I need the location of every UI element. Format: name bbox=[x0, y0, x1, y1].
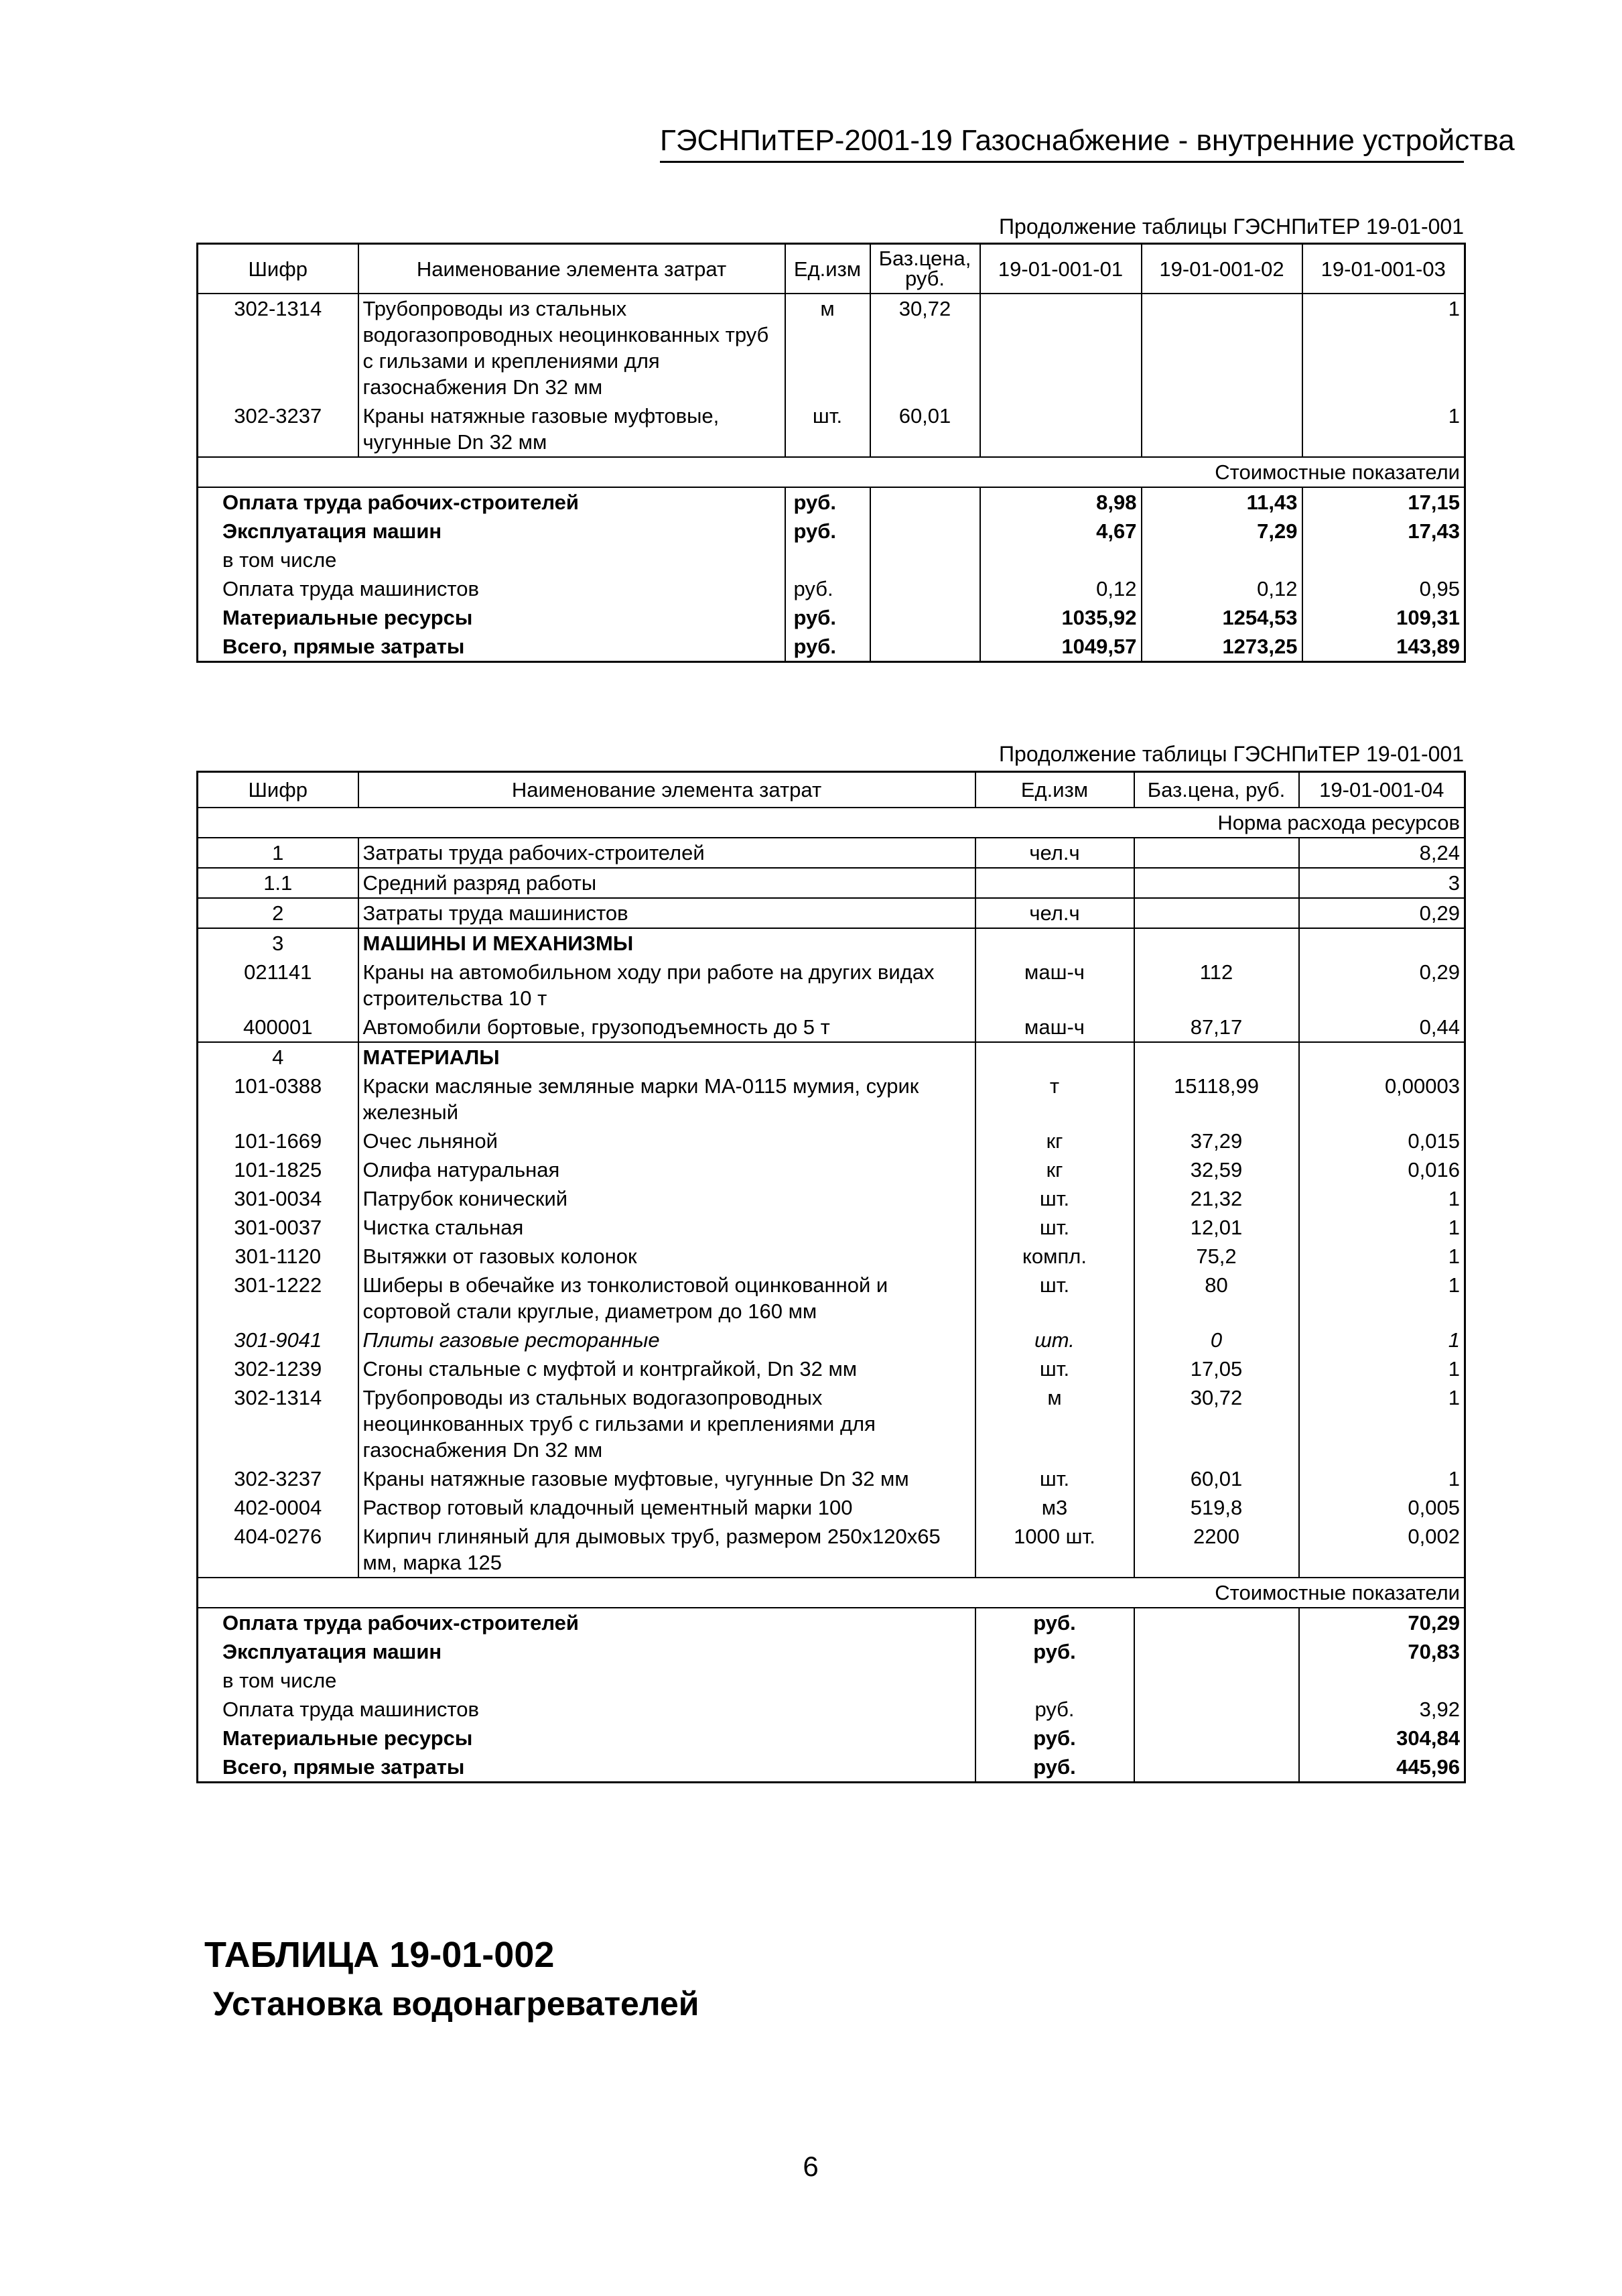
cost-price-empty bbox=[870, 546, 980, 574]
section-cost-indicators: Стоимостные показатели bbox=[198, 457, 1465, 487]
resource-price: 12,01 bbox=[1134, 1213, 1299, 1242]
resource-code: 4 bbox=[198, 1042, 358, 1072]
cost-19-01-001-02: 0,12 bbox=[1142, 574, 1302, 603]
resource-name: Очес льняной bbox=[358, 1127, 975, 1155]
cost-row bbox=[198, 1637, 1465, 1666]
col-header-price: Баз.цена, руб. bbox=[870, 244, 980, 294]
resource-unit: маш-ч bbox=[975, 1013, 1134, 1042]
norms-table-2 bbox=[196, 771, 1466, 1783]
resource-price: 15118,99 bbox=[1134, 1072, 1299, 1127]
resource-name: Краски масляные земляные марки МА-0115 мумия, сурик железный bbox=[358, 1072, 975, 1127]
resource-unit: м3 bbox=[975, 1493, 1134, 1522]
resource-code: 021141 bbox=[198, 958, 358, 1013]
cost-19-01-001-04: 445,96 bbox=[1299, 1752, 1465, 1783]
resource-name: Олифа натуральная bbox=[358, 1155, 975, 1184]
section-row bbox=[198, 808, 1465, 838]
resource-price: 80 bbox=[1134, 1271, 1299, 1326]
value-19-01-001-04: 8,24 bbox=[1299, 838, 1465, 868]
cost-unit: руб. bbox=[785, 517, 870, 546]
value-19-01-001-04: 1 bbox=[1299, 1354, 1465, 1383]
table-row bbox=[198, 838, 1465, 868]
value-19-01-001-01 bbox=[980, 294, 1142, 401]
cost-price-empty bbox=[1134, 1666, 1299, 1695]
resource-name: Сгоны стальные с муфтой и контргайкой, Dn 32 мм bbox=[358, 1354, 975, 1383]
resource-unit: м bbox=[785, 294, 870, 401]
resource-name: Шиберы в обечайке из тонколистовой оцинкованной и сортовой стали круглые, диаметром до 160 мм bbox=[358, 1271, 975, 1326]
cost-19-01-001-02: 7,29 bbox=[1142, 517, 1302, 546]
resource-price: 2200 bbox=[1134, 1522, 1299, 1578]
cost-row bbox=[198, 1695, 1465, 1724]
resource-unit bbox=[975, 928, 1134, 958]
resource-price: 30,72 bbox=[870, 294, 980, 401]
value-19-01-001-01 bbox=[980, 401, 1142, 457]
cost-price-empty bbox=[870, 574, 980, 603]
cost-price-empty bbox=[1134, 1752, 1299, 1783]
cost-19-01-001-02: 1273,25 bbox=[1142, 632, 1302, 662]
cost-19-01-001-03 bbox=[1302, 546, 1465, 574]
cost-19-01-001-01: 4,67 bbox=[980, 517, 1142, 546]
table-row bbox=[198, 1383, 1465, 1464]
section-row bbox=[198, 457, 1465, 487]
cost-row bbox=[198, 1724, 1465, 1752]
col-header-code: Шифр bbox=[198, 244, 358, 294]
cost-19-01-001-02: 1254,53 bbox=[1142, 603, 1302, 632]
table1-header-row bbox=[198, 244, 1465, 294]
cost-label: в том числе bbox=[198, 546, 785, 574]
resource-price: 0 bbox=[1134, 1326, 1299, 1354]
running-header: ГЭСНПиТЕР-2001-19 Газоснабжение - внутренние устройства bbox=[660, 124, 1515, 157]
table-row bbox=[198, 294, 1465, 401]
resource-name: Плиты газовые ресторанные bbox=[358, 1326, 975, 1354]
resource-code: 1 bbox=[198, 838, 358, 868]
cost-row bbox=[198, 546, 1465, 574]
cost-19-01-001-03: 17,15 bbox=[1302, 487, 1465, 517]
value-19-01-001-04: 1 bbox=[1299, 1271, 1465, 1326]
resource-price: 17,05 bbox=[1134, 1354, 1299, 1383]
cost-row bbox=[198, 487, 1465, 517]
cost-unit: руб. bbox=[785, 603, 870, 632]
section-cost-indicators: Стоимостные показатели bbox=[198, 1578, 1465, 1608]
resource-code: 404-0276 bbox=[198, 1522, 358, 1578]
resource-unit: шт. bbox=[975, 1184, 1134, 1213]
resource-name: Трубопроводы из стальных водогазопроводных неоцинкованных труб с гильзами и креплениями для газоснабжения Dn 32 мм bbox=[358, 1383, 975, 1464]
table-row bbox=[198, 1127, 1465, 1155]
value-19-01-001-04 bbox=[1299, 928, 1465, 958]
table-row bbox=[198, 1155, 1465, 1184]
resource-name: Краны натяжные газовые муфтовые, чугунные Dn 32 мм bbox=[358, 1464, 975, 1493]
resource-unit: компл. bbox=[975, 1242, 1134, 1271]
resource-name: Патрубок конический bbox=[358, 1184, 975, 1213]
cost-19-01-001-01: 0,12 bbox=[980, 574, 1142, 603]
cost-19-01-001-02: 11,43 bbox=[1142, 487, 1302, 517]
col-header-unit: Ед.изм bbox=[785, 244, 870, 294]
resource-price: 75,2 bbox=[1134, 1242, 1299, 1271]
cost-unit bbox=[785, 546, 870, 574]
cost-price-empty bbox=[1134, 1637, 1299, 1666]
cost-unit: руб. bbox=[975, 1724, 1134, 1752]
table-row bbox=[198, 898, 1465, 928]
cost-row bbox=[198, 1666, 1465, 1695]
cost-unit: руб. bbox=[975, 1637, 1134, 1666]
cost-unit: руб. bbox=[785, 574, 870, 603]
resource-code: 101-0388 bbox=[198, 1072, 358, 1127]
resource-unit: чел.ч bbox=[975, 898, 1134, 928]
cost-label: в том числе bbox=[198, 1666, 975, 1695]
table-row bbox=[198, 1184, 1465, 1213]
resource-unit: шт. bbox=[975, 1464, 1134, 1493]
resource-code: 301-1120 bbox=[198, 1242, 358, 1271]
resource-price bbox=[1134, 928, 1299, 958]
resource-code: 302-3237 bbox=[198, 401, 358, 457]
resource-name: Вытяжки от газовых колонок bbox=[358, 1242, 975, 1271]
value-19-01-001-04: 1 bbox=[1299, 1242, 1465, 1271]
next-table-subtitle: Установка водонагревателей bbox=[213, 1985, 699, 2023]
resource-name: Краны на автомобильном ходу при работе на других видах строительства 10 т bbox=[358, 958, 975, 1013]
cost-label: Эксплуатация машин bbox=[198, 1637, 975, 1666]
resource-name: Затраты труда машинистов bbox=[358, 898, 975, 928]
resource-unit: маш-ч bbox=[975, 958, 1134, 1013]
page-number: 6 bbox=[803, 2151, 819, 2182]
cost-label: Материальные ресурсы bbox=[198, 603, 785, 632]
resource-name: Чистка стальная bbox=[358, 1213, 975, 1242]
resource-unit: шт. bbox=[975, 1354, 1134, 1383]
cost-unit: руб. bbox=[975, 1695, 1134, 1724]
resource-unit: т bbox=[975, 1072, 1134, 1127]
col-header-19-01-001-01: 19-01-001-01 bbox=[980, 244, 1142, 294]
cost-19-01-001-04: 70,29 bbox=[1299, 1608, 1465, 1637]
resource-price: 112 bbox=[1134, 958, 1299, 1013]
resource-code: 301-9041 bbox=[198, 1326, 358, 1354]
resource-name: Краны натяжные газовые муфтовые, чугунные Dn 32 мм bbox=[358, 401, 785, 457]
resource-price: 519,8 bbox=[1134, 1493, 1299, 1522]
value-19-01-001-04: 0,29 bbox=[1299, 898, 1465, 928]
cost-unit bbox=[975, 1666, 1134, 1695]
table-row bbox=[198, 958, 1465, 1013]
cost-label: Эксплуатация машин bbox=[198, 517, 785, 546]
value-19-01-001-04: 0,015 bbox=[1299, 1127, 1465, 1155]
resource-unit bbox=[975, 868, 1134, 898]
value-19-01-001-04: 1 bbox=[1299, 1184, 1465, 1213]
table-row bbox=[198, 868, 1465, 898]
resource-code: 302-1239 bbox=[198, 1354, 358, 1383]
col-header-code: Шифр bbox=[198, 772, 358, 808]
table-row bbox=[198, 1013, 1465, 1042]
resource-name: Кирпич глиняный для дымовых труб, размером 250х120х65 мм, марка 125 bbox=[358, 1522, 975, 1578]
cost-19-01-001-02 bbox=[1142, 546, 1302, 574]
value-19-01-001-04: 1 bbox=[1299, 1464, 1465, 1493]
value-19-01-001-04: 1 bbox=[1299, 1383, 1465, 1464]
cost-row bbox=[198, 632, 1465, 662]
resource-code: 301-1222 bbox=[198, 1271, 358, 1326]
col-header-unit: Ед.изм bbox=[975, 772, 1134, 808]
resource-price: 60,01 bbox=[870, 401, 980, 457]
value-19-01-001-04: 0,016 bbox=[1299, 1155, 1465, 1184]
resource-price: 87,17 bbox=[1134, 1013, 1299, 1042]
cost-unit: руб. bbox=[975, 1608, 1134, 1637]
cost-19-01-001-03: 143,89 bbox=[1302, 632, 1465, 662]
value-19-01-001-04: 3 bbox=[1299, 868, 1465, 898]
resource-code: 302-1314 bbox=[198, 1383, 358, 1464]
table-row bbox=[198, 1271, 1465, 1326]
table2-continuation: Продолжение таблицы ГЭСНПиТЕР 19-01-001 bbox=[999, 742, 1464, 766]
value-19-01-001-03: 1 bbox=[1302, 294, 1465, 401]
table-row bbox=[198, 1213, 1465, 1242]
cost-label: Оплата труда машинистов bbox=[198, 1695, 975, 1724]
value-19-01-001-04: 1 bbox=[1299, 1213, 1465, 1242]
table-row bbox=[198, 928, 1465, 958]
table-row bbox=[198, 1242, 1465, 1271]
cost-row bbox=[198, 1608, 1465, 1637]
section-norm: Норма расхода ресурсов bbox=[198, 808, 1465, 838]
resource-name: Трубопроводы из стальных водогазопроводных неоцинкованных труб с гильзами и креплениями для газоснабжения Dn 32 мм bbox=[358, 294, 785, 401]
cost-label: Оплата труда рабочих-строителей bbox=[198, 487, 785, 517]
table-row bbox=[198, 1493, 1465, 1522]
resource-code: 302-3237 bbox=[198, 1464, 358, 1493]
value-19-01-001-04: 1 bbox=[1299, 1326, 1465, 1354]
value-19-01-001-03: 1 bbox=[1302, 401, 1465, 457]
cost-19-01-001-03: 0,95 bbox=[1302, 574, 1465, 603]
col-header-19-01-001-03: 19-01-001-03 bbox=[1302, 244, 1465, 294]
cost-19-01-001-01 bbox=[980, 546, 1142, 574]
resource-price bbox=[1134, 838, 1299, 868]
cost-19-01-001-03: 17,43 bbox=[1302, 517, 1465, 546]
cost-19-01-001-04: 304,84 bbox=[1299, 1724, 1465, 1752]
value-19-01-001-04: 0,29 bbox=[1299, 958, 1465, 1013]
cost-label: Материальные ресурсы bbox=[198, 1724, 975, 1752]
resource-code: 400001 bbox=[198, 1013, 358, 1042]
cost-label: Оплата труда рабочих-строителей bbox=[198, 1608, 975, 1637]
next-table-title: ТАБЛИЦА 19-01-002 bbox=[204, 1935, 555, 1975]
resource-price: 32,59 bbox=[1134, 1155, 1299, 1184]
resource-name: МАШИНЫ И МЕХАНИЗМЫ bbox=[358, 928, 975, 958]
resource-price bbox=[1134, 1042, 1299, 1072]
resource-code: 301-0034 bbox=[198, 1184, 358, 1213]
table-row bbox=[198, 1326, 1465, 1354]
col-header-name: Наименование элемента затрат bbox=[358, 772, 975, 808]
table-row bbox=[198, 401, 1465, 457]
value-19-01-001-04: 0,002 bbox=[1299, 1522, 1465, 1578]
cost-price-empty bbox=[1134, 1724, 1299, 1752]
resource-code: 3 bbox=[198, 928, 358, 958]
value-19-01-001-02 bbox=[1142, 401, 1302, 457]
resource-unit: шт. bbox=[975, 1213, 1134, 1242]
cost-price-empty bbox=[870, 603, 980, 632]
value-19-01-001-04: 0,44 bbox=[1299, 1013, 1465, 1042]
resource-name: Затраты труда рабочих-строителей bbox=[358, 838, 975, 868]
resource-code: 101-1669 bbox=[198, 1127, 358, 1155]
resource-price: 37,29 bbox=[1134, 1127, 1299, 1155]
resource-code: 302-1314 bbox=[198, 294, 358, 401]
cost-price-empty bbox=[870, 487, 980, 517]
cost-19-01-001-01: 1049,57 bbox=[980, 632, 1142, 662]
resource-unit: м bbox=[975, 1383, 1134, 1464]
resource-name: Автомобили бортовые, грузоподъемность до 5 т bbox=[358, 1013, 975, 1042]
table1-continuation: Продолжение таблицы ГЭСНПиТЕР 19-01-001 bbox=[999, 214, 1464, 239]
resource-name: МАТЕРИАЛЫ bbox=[358, 1042, 975, 1072]
resource-unit: шт. bbox=[785, 401, 870, 457]
resource-name: Раствор готовый кладочный цементный марки 100 bbox=[358, 1493, 975, 1522]
table-row bbox=[198, 1072, 1465, 1127]
col-header-19-01-001-04: 19-01-001-04 bbox=[1299, 772, 1465, 808]
resource-price: 60,01 bbox=[1134, 1464, 1299, 1493]
cost-row bbox=[198, 574, 1465, 603]
resource-unit: кг bbox=[975, 1127, 1134, 1155]
cost-price-empty bbox=[1134, 1695, 1299, 1724]
cost-19-01-001-03: 109,31 bbox=[1302, 603, 1465, 632]
resource-unit: шт. bbox=[975, 1271, 1134, 1326]
cost-row bbox=[198, 603, 1465, 632]
resource-unit: шт. bbox=[975, 1326, 1134, 1354]
resource-code: 402-0004 bbox=[198, 1493, 358, 1522]
cost-price-empty bbox=[870, 632, 980, 662]
col-header-19-01-001-02: 19-01-001-02 bbox=[1142, 244, 1302, 294]
table-row bbox=[198, 1354, 1465, 1383]
cost-row bbox=[198, 1752, 1465, 1783]
table2-header-row bbox=[198, 772, 1465, 808]
cost-label: Всего, прямые затраты bbox=[198, 632, 785, 662]
value-19-01-001-04: 0,00003 bbox=[1299, 1072, 1465, 1127]
resource-unit: кг bbox=[975, 1155, 1134, 1184]
header-rule bbox=[660, 161, 1464, 163]
table-row bbox=[198, 1522, 1465, 1578]
cost-unit: руб. bbox=[975, 1752, 1134, 1783]
cost-19-01-001-04: 3,92 bbox=[1299, 1695, 1465, 1724]
cost-label: Всего, прямые затраты bbox=[198, 1752, 975, 1783]
value-19-01-001-04: 0,005 bbox=[1299, 1493, 1465, 1522]
section-row bbox=[198, 1578, 1465, 1608]
resource-unit bbox=[975, 1042, 1134, 1072]
resource-code: 1.1 bbox=[198, 868, 358, 898]
cost-unit: руб. bbox=[785, 487, 870, 517]
resource-name: Средний разряд работы bbox=[358, 868, 975, 898]
resource-price: 21,32 bbox=[1134, 1184, 1299, 1213]
resource-price bbox=[1134, 898, 1299, 928]
value-19-01-001-02 bbox=[1142, 294, 1302, 401]
cost-19-01-001-04 bbox=[1299, 1666, 1465, 1695]
cost-price-empty bbox=[1134, 1608, 1299, 1637]
cost-19-01-001-04: 70,83 bbox=[1299, 1637, 1465, 1666]
resource-price bbox=[1134, 868, 1299, 898]
table-row bbox=[198, 1042, 1465, 1072]
norms-table-1 bbox=[196, 243, 1466, 663]
resource-code: 2 bbox=[198, 898, 358, 928]
col-header-name: Наименование элемента затрат bbox=[358, 244, 785, 294]
cost-19-01-001-01: 1035,92 bbox=[980, 603, 1142, 632]
resource-code: 301-0037 bbox=[198, 1213, 358, 1242]
resource-code: 101-1825 bbox=[198, 1155, 358, 1184]
cost-unit: руб. bbox=[785, 632, 870, 662]
value-19-01-001-04 bbox=[1299, 1042, 1465, 1072]
cost-19-01-001-01: 8,98 bbox=[980, 487, 1142, 517]
cost-label: Оплата труда машинистов bbox=[198, 574, 785, 603]
resource-unit: 1000 шт. bbox=[975, 1522, 1134, 1578]
table-row bbox=[198, 1464, 1465, 1493]
cost-price-empty bbox=[870, 517, 980, 546]
resource-unit: чел.ч bbox=[975, 838, 1134, 868]
cost-row bbox=[198, 517, 1465, 546]
col-header-price: Баз.цена, руб. bbox=[1134, 772, 1299, 808]
resource-price: 30,72 bbox=[1134, 1383, 1299, 1464]
